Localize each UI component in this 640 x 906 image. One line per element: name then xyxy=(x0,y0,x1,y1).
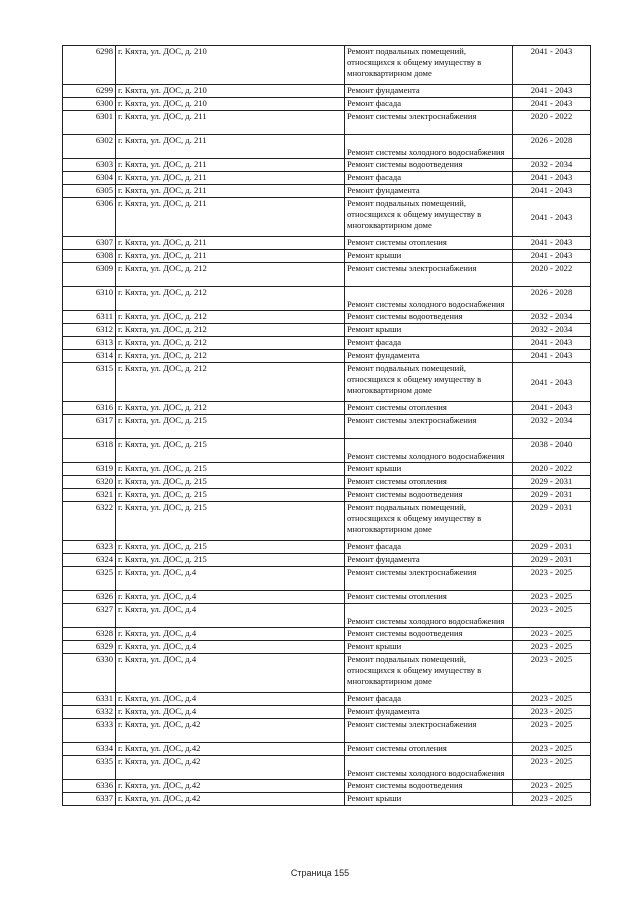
row-number-cell: 6303 xyxy=(63,159,116,172)
row-number-cell: 6324 xyxy=(63,554,116,567)
period-cell xyxy=(513,46,591,85)
table-row xyxy=(63,135,591,159)
period-text: 2041 - 2043 xyxy=(530,185,573,195)
row-number-cell: 6306 xyxy=(63,198,116,237)
period-cell xyxy=(513,337,591,350)
work-type-cell: Ремонт системы холодного водоснабжения xyxy=(345,756,513,780)
period-cell xyxy=(513,263,591,287)
row-number-cell: 6335 xyxy=(63,756,116,780)
period-text: 2038 - 2040 xyxy=(530,439,573,449)
period-cell xyxy=(513,311,591,324)
address-cell: г. Кяхта, ул. ДОС, д.4 xyxy=(116,654,345,693)
address-cell: г. Кяхта, ул. ДОС, д. 211 xyxy=(116,159,345,172)
address-cell: г. Кяхта, ул. ДОС, д. 211 xyxy=(116,111,345,135)
address-cell: г. Кяхта, ул. ДОС, д. 211 xyxy=(116,198,345,237)
table-row xyxy=(63,159,591,172)
address-cell: г. Кяхта, ул. ДОС, д.42 xyxy=(116,793,345,806)
period-text: 2041 - 2043 xyxy=(530,211,573,222)
period-text: 2029 - 2031 xyxy=(530,489,573,499)
period-text: 2023 - 2025 xyxy=(530,756,573,766)
address-cell: г. Кяхта, ул. ДОС, д. 210 xyxy=(116,46,345,85)
work-type-cell: Ремонт системы отопления xyxy=(345,237,513,250)
work-type-cell: Ремонт системы электроснабжения xyxy=(345,567,513,591)
period-text: 2041 - 2043 xyxy=(530,402,573,412)
period-cell xyxy=(513,591,591,604)
period-text: 2023 - 2025 xyxy=(530,641,573,651)
row-number-cell: 6336 xyxy=(63,780,116,793)
row-number-cell: 6333 xyxy=(63,719,116,743)
period-cell xyxy=(513,111,591,135)
period-text: 2023 - 2025 xyxy=(530,743,573,753)
work-type-cell: Ремонт фасада xyxy=(345,693,513,706)
row-number-cell: 6312 xyxy=(63,324,116,337)
table-row xyxy=(63,719,591,743)
work-type-cell: Ремонт подвальных помещений, относящихся к общему имуществу в многоквартирном доме xyxy=(345,363,513,402)
period-text: 2023 - 2025 xyxy=(530,567,573,577)
period-cell xyxy=(513,706,591,719)
period-cell xyxy=(513,324,591,337)
table-row xyxy=(63,250,591,263)
period-text: 2029 - 2031 xyxy=(530,541,573,551)
period-text: 2023 - 2025 xyxy=(530,693,573,703)
row-number-cell: 6320 xyxy=(63,476,116,489)
period-cell xyxy=(513,439,591,463)
period-cell xyxy=(513,135,591,159)
address-cell: г. Кяхта, ул. ДОС, д. 212 xyxy=(116,350,345,363)
address-cell: г. Кяхта, ул. ДОС, д.4 xyxy=(116,641,345,654)
row-number-cell: 6305 xyxy=(63,185,116,198)
table-row xyxy=(63,604,591,628)
period-cell xyxy=(513,541,591,554)
row-number-cell: 6327 xyxy=(63,604,116,628)
period-cell xyxy=(513,172,591,185)
address-cell: г. Кяхта, ул. ДОС, д. 215 xyxy=(116,415,345,439)
row-number-cell: 6299 xyxy=(63,85,116,98)
table-row xyxy=(63,463,591,476)
address-cell: г. Кяхта, ул. ДОС, д. 211 xyxy=(116,135,345,159)
work-type-cell: Ремонт крыши xyxy=(345,324,513,337)
period-text: 2023 - 2025 xyxy=(530,591,573,601)
period-cell xyxy=(513,756,591,780)
work-type-cell: Ремонт фасада xyxy=(345,337,513,350)
row-number-cell: 6308 xyxy=(63,250,116,263)
row-number-cell: 6313 xyxy=(63,337,116,350)
table-row xyxy=(63,554,591,567)
table-row xyxy=(63,476,591,489)
period-cell xyxy=(513,250,591,263)
row-number-cell: 6323 xyxy=(63,541,116,554)
row-number-cell: 6302 xyxy=(63,135,116,159)
period-text: 2026 - 2028 xyxy=(530,287,573,297)
work-type-cell: Ремонт фасада xyxy=(345,98,513,111)
period-cell xyxy=(513,641,591,654)
work-type-cell: Ремонт системы водоотведения xyxy=(345,311,513,324)
period-cell xyxy=(513,554,591,567)
period-text: 2020 - 2022 xyxy=(530,111,573,121)
period-text: 2041 - 2043 xyxy=(530,85,573,95)
period-cell xyxy=(513,98,591,111)
table-row xyxy=(63,287,591,311)
work-type-cell: Ремонт фундамента xyxy=(345,706,513,719)
period-cell xyxy=(513,693,591,706)
table-row xyxy=(63,793,591,806)
work-type-cell: Ремонт подвальных помещений, относящихся к общему имуществу в многоквартирном доме xyxy=(345,198,513,237)
period-cell xyxy=(513,198,591,237)
period-text: 2032 - 2034 xyxy=(530,159,573,169)
row-number-cell: 6314 xyxy=(63,350,116,363)
table-row xyxy=(63,591,591,604)
period-text: 2020 - 2022 xyxy=(530,263,573,273)
table-row xyxy=(63,706,591,719)
period-cell xyxy=(513,502,591,541)
address-cell: г. Кяхта, ул. ДОС, д. 215 xyxy=(116,502,345,541)
period-cell xyxy=(513,402,591,415)
period-text: 2041 - 2043 xyxy=(530,376,573,387)
address-cell: г. Кяхта, ул. ДОС, д. 212 xyxy=(116,337,345,350)
row-number-cell: 6304 xyxy=(63,172,116,185)
period-cell xyxy=(513,350,591,363)
work-type-cell: Ремонт системы отопления xyxy=(345,476,513,489)
table-row xyxy=(63,263,591,287)
period-text: 2020 - 2022 xyxy=(530,463,573,473)
row-number-cell: 6325 xyxy=(63,567,116,591)
row-number-cell: 6322 xyxy=(63,502,116,541)
work-type-cell: Ремонт системы холодного водоснабжения xyxy=(345,439,513,463)
work-type-cell: Ремонт системы водоотведения xyxy=(345,780,513,793)
address-cell: г. Кяхта, ул. ДОС, д. 211 xyxy=(116,237,345,250)
address-cell: г. Кяхта, ул. ДОС, д. 212 xyxy=(116,402,345,415)
work-type-cell: Ремонт системы отопления xyxy=(345,591,513,604)
table-row xyxy=(63,743,591,756)
address-cell: г. Кяхта, ул. ДОС, д. 215 xyxy=(116,554,345,567)
table-row xyxy=(63,641,591,654)
row-number-cell: 6326 xyxy=(63,591,116,604)
period-cell xyxy=(513,237,591,250)
period-text: 2041 - 2043 xyxy=(530,172,573,182)
row-number-cell: 6300 xyxy=(63,98,116,111)
table-row xyxy=(63,311,591,324)
table-row xyxy=(63,198,591,237)
table-row xyxy=(63,439,591,463)
table-row xyxy=(63,337,591,350)
work-type-cell: Ремонт фасада xyxy=(345,172,513,185)
table-row xyxy=(63,350,591,363)
period-text: 2023 - 2025 xyxy=(530,793,573,803)
table-row xyxy=(63,502,591,541)
period-text: 2023 - 2025 xyxy=(530,604,573,614)
period-text: 2041 - 2043 xyxy=(530,350,573,360)
table-row xyxy=(63,172,591,185)
period-text: 2041 - 2043 xyxy=(530,337,573,347)
table-row xyxy=(63,46,591,85)
work-type-cell: Ремонт системы электроснабжения xyxy=(345,111,513,135)
work-type-cell: Ремонт фундамента xyxy=(345,185,513,198)
work-type-cell: Ремонт системы электроснабжения xyxy=(345,719,513,743)
work-type-cell: Ремонт системы водоотведения xyxy=(345,159,513,172)
period-text: 2041 - 2043 xyxy=(530,237,573,247)
address-cell: г. Кяхта, ул. ДОС, д. 215 xyxy=(116,476,345,489)
table-row xyxy=(63,415,591,439)
row-number-cell: 6319 xyxy=(63,463,116,476)
work-type-cell: Ремонт системы холодного водоснабжения xyxy=(345,287,513,311)
period-cell xyxy=(513,489,591,502)
address-cell: г. Кяхта, ул. ДОС, д.42 xyxy=(116,756,345,780)
row-number-cell: 6321 xyxy=(63,489,116,502)
row-number-cell: 6329 xyxy=(63,641,116,654)
work-type-cell: Ремонт фундамента xyxy=(345,554,513,567)
period-text: 2023 - 2025 xyxy=(530,780,573,790)
row-number-cell: 6307 xyxy=(63,237,116,250)
period-text: 2041 - 2043 xyxy=(530,46,573,56)
period-cell xyxy=(513,363,591,402)
period-text: 2023 - 2025 xyxy=(530,719,573,729)
table-row xyxy=(63,98,591,111)
row-number-cell: 6317 xyxy=(63,415,116,439)
period-cell xyxy=(513,793,591,806)
row-number-cell: 6316 xyxy=(63,402,116,415)
table-row xyxy=(63,654,591,693)
address-cell: г. Кяхта, ул. ДОС, д. 211 xyxy=(116,250,345,263)
period-cell xyxy=(513,287,591,311)
row-number-cell: 6328 xyxy=(63,628,116,641)
address-cell: г. Кяхта, ул. ДОС, д.42 xyxy=(116,780,345,793)
work-type-cell: Ремонт крыши xyxy=(345,463,513,476)
work-type-cell: Ремонт системы холодного водоснабжения xyxy=(345,135,513,159)
period-text: 2026 - 2028 xyxy=(530,135,573,145)
work-type-cell: Ремонт системы отопления xyxy=(345,402,513,415)
table-row xyxy=(63,324,591,337)
table-row xyxy=(63,541,591,554)
address-cell: г. Кяхта, ул. ДОС, д. 212 xyxy=(116,311,345,324)
row-number-cell: 6311 xyxy=(63,311,116,324)
work-type-cell: Ремонт фасада xyxy=(345,541,513,554)
table-row xyxy=(63,567,591,591)
address-cell: г. Кяхта, ул. ДОС, д.4 xyxy=(116,591,345,604)
address-cell: г. Кяхта, ул. ДОС, д. 212 xyxy=(116,324,345,337)
period-text: 2032 - 2034 xyxy=(530,324,573,334)
work-type-cell: Ремонт системы водоотведения xyxy=(345,628,513,641)
row-number-cell: 6330 xyxy=(63,654,116,693)
address-cell: г. Кяхта, ул. ДОС, д.42 xyxy=(116,719,345,743)
address-cell: г. Кяхта, ул. ДОС, д. 215 xyxy=(116,463,345,476)
row-number-cell: 6332 xyxy=(63,706,116,719)
work-type-cell: Ремонт системы отопления xyxy=(345,743,513,756)
address-cell: г. Кяхта, ул. ДОС, д. 215 xyxy=(116,541,345,554)
row-number-cell: 6331 xyxy=(63,693,116,706)
table-row xyxy=(63,185,591,198)
table-row xyxy=(63,780,591,793)
period-text: 2029 - 2031 xyxy=(530,554,573,564)
address-cell: г. Кяхта, ул. ДОС, д.42 xyxy=(116,743,345,756)
period-text: 2032 - 2034 xyxy=(530,311,573,321)
address-cell: г. Кяхта, ул. ДОС, д. 212 xyxy=(116,363,345,402)
table-row xyxy=(63,693,591,706)
work-type-cell: Ремонт системы холодного водоснабжения xyxy=(345,604,513,628)
period-text: 2041 - 2043 xyxy=(530,250,573,260)
row-number-cell: 6337 xyxy=(63,793,116,806)
table-body xyxy=(63,46,591,806)
row-number-cell: 6334 xyxy=(63,743,116,756)
row-number-cell: 6310 xyxy=(63,287,116,311)
table-row xyxy=(63,85,591,98)
address-cell: г. Кяхта, ул. ДОС, д. 210 xyxy=(116,85,345,98)
address-cell: г. Кяхта, ул. ДОС, д.4 xyxy=(116,693,345,706)
period-cell xyxy=(513,159,591,172)
address-cell: г. Кяхта, ул. ДОС, д. 211 xyxy=(116,172,345,185)
work-type-cell: Ремонт подвальных помещений, относящихся к общему имуществу в многоквартирном доме xyxy=(345,502,513,541)
period-cell xyxy=(513,185,591,198)
address-cell: г. Кяхта, ул. ДОС, д. 210 xyxy=(116,98,345,111)
period-text: 2029 - 2031 xyxy=(530,502,573,512)
address-cell: г. Кяхта, ул. ДОС, д. 215 xyxy=(116,489,345,502)
period-cell xyxy=(513,476,591,489)
table-row xyxy=(63,237,591,250)
work-type-cell: Ремонт подвальных помещений, относящихся к общему имуществу в многоквартирном доме xyxy=(345,46,513,85)
work-type-cell: Ремонт крыши xyxy=(345,793,513,806)
work-type-cell: Ремонт фундамента xyxy=(345,85,513,98)
table-row xyxy=(63,111,591,135)
row-number-cell: 6315 xyxy=(63,363,116,402)
address-cell: г. Кяхта, ул. ДОС, д.4 xyxy=(116,604,345,628)
period-cell xyxy=(513,604,591,628)
period-text: 2023 - 2025 xyxy=(530,654,573,664)
period-text: 2023 - 2025 xyxy=(530,706,573,716)
repair-schedule-table xyxy=(62,45,591,806)
work-type-cell: Ремонт фундамента xyxy=(345,350,513,363)
row-number-cell: 6309 xyxy=(63,263,116,287)
address-cell: г. Кяхта, ул. ДОС, д. 212 xyxy=(116,287,345,311)
address-cell: г. Кяхта, ул. ДОС, д. 212 xyxy=(116,263,345,287)
period-cell xyxy=(513,415,591,439)
row-number-cell: 6301 xyxy=(63,111,116,135)
row-number-cell: 6298 xyxy=(63,46,116,85)
period-cell xyxy=(513,85,591,98)
work-type-cell: Ремонт системы электроснабжения xyxy=(345,415,513,439)
period-cell xyxy=(513,780,591,793)
page-number: Страница 155 xyxy=(290,868,350,878)
address-cell: г. Кяхта, ул. ДОС, д. 211 xyxy=(116,185,345,198)
work-type-cell: Ремонт системы водоотведения xyxy=(345,489,513,502)
row-number-cell: 6318 xyxy=(63,439,116,463)
table-row xyxy=(63,756,591,780)
period-text: 2041 - 2043 xyxy=(530,98,573,108)
period-cell xyxy=(513,463,591,476)
period-cell xyxy=(513,719,591,743)
period-text: 2023 - 2025 xyxy=(530,628,573,638)
table-row xyxy=(63,363,591,402)
period-cell xyxy=(513,567,591,591)
period-text: 2032 - 2034 xyxy=(530,415,573,425)
address-cell: г. Кяхта, ул. ДОС, д.4 xyxy=(116,628,345,641)
table-row xyxy=(63,402,591,415)
work-type-cell: Ремонт крыши xyxy=(345,641,513,654)
work-type-cell: Ремонт подвальных помещений, относящихся к общему имуществу в многоквартирном доме xyxy=(345,654,513,693)
table-row xyxy=(63,628,591,641)
period-text: 2029 - 2031 xyxy=(530,476,573,486)
address-cell: г. Кяхта, ул. ДОС, д. 215 xyxy=(116,439,345,463)
work-type-cell: Ремонт системы электроснабжения xyxy=(345,263,513,287)
address-cell: г. Кяхта, ул. ДОС, д.4 xyxy=(116,567,345,591)
period-cell xyxy=(513,628,591,641)
period-cell xyxy=(513,743,591,756)
period-cell xyxy=(513,654,591,693)
work-type-cell: Ремонт крыши xyxy=(345,250,513,263)
table-row xyxy=(63,489,591,502)
address-cell: г. Кяхта, ул. ДОС, д.4 xyxy=(116,706,345,719)
